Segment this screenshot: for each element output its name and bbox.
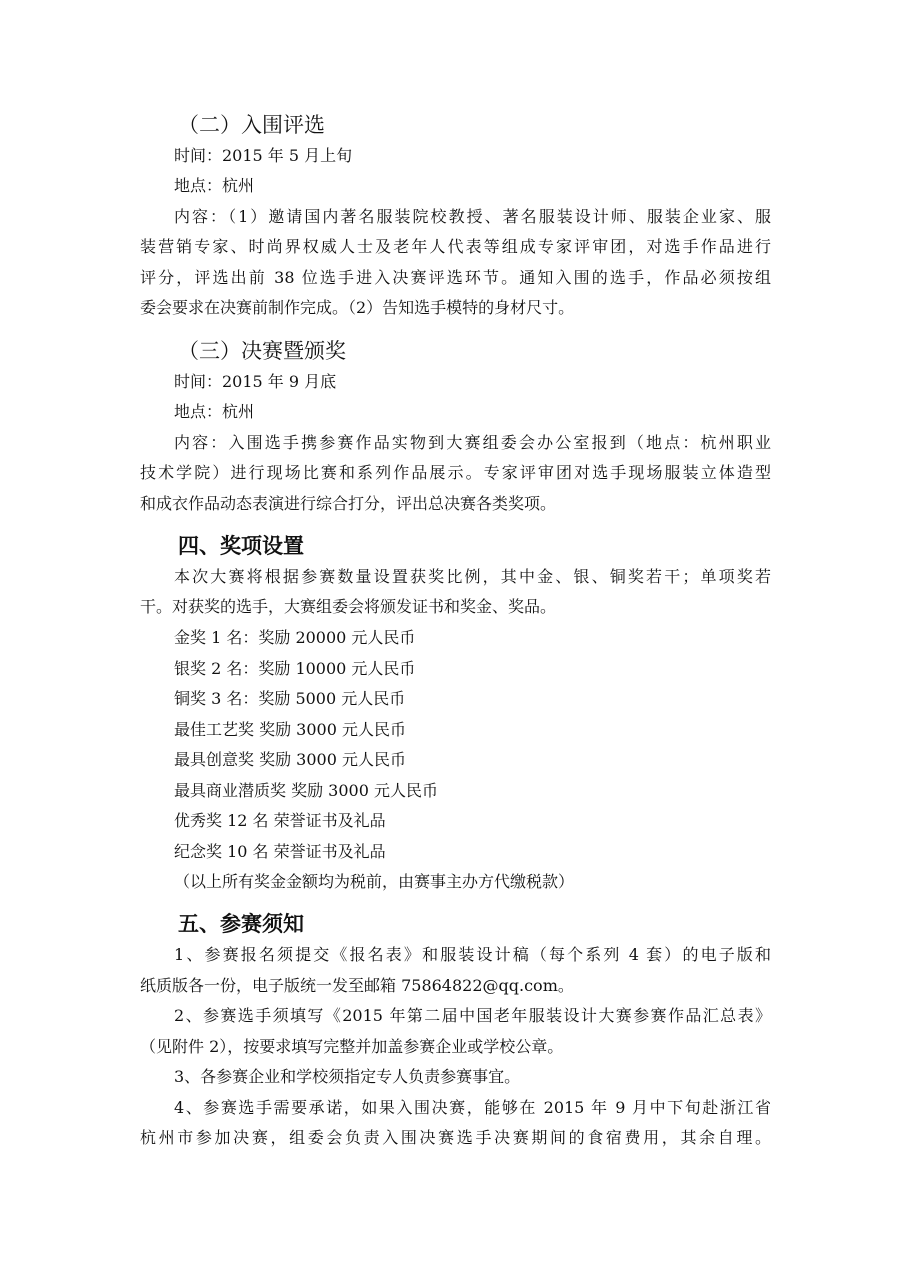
text-line: 时间：2015 年 9 月底: [174, 372, 337, 391]
text-line: 时间：2015 年 5 月上旬: [174, 146, 353, 165]
award-line: 纪念奖 10 名 荣誉证书及礼品: [174, 842, 386, 861]
award-note: （以上所有奖金金额均为税前，由赛事主办方代缴税款）: [174, 872, 575, 891]
text-line: 1、参赛报名须提交《报名表》和服装设计稿（每个系列 4 套）的电子版和: [174, 945, 771, 964]
text-line: 4、参赛选手需要承诺，如果入围决赛，能够在 2015 年 9 月中下旬赴浙江省: [174, 1098, 771, 1117]
text-line: 内容：（1）邀请国内著名服装院校教授、著名服装设计师、服装企业家、服: [174, 207, 771, 226]
text-line: 干。对获奖的选手，大赛组委会将颁发证书和奖金、奖品。: [140, 597, 557, 616]
text-line: 技术学院）进行现场比赛和系列作品展示。专家评审团对选手现场服装立体造型: [140, 463, 771, 482]
award-line: 优秀奖 12 名 荣誉证书及礼品: [174, 811, 386, 830]
section-heading-awards: 四、奖项设置: [178, 534, 304, 558]
award-line: 最佳工艺奖 奖励 3000 元人民币: [174, 720, 406, 739]
section-heading-finalist-selection: （二）入围评选: [178, 113, 325, 137]
text-line: 地点：杭州: [174, 176, 255, 195]
text-line: 委会要求在决赛前制作完成。（2）告知选手模特的身材尺寸。: [140, 298, 575, 317]
text-line: 评分，评选出前 38 位选手进入决赛评选环节。通知入围的选手，作品必须按组: [140, 268, 771, 287]
award-line: 最具创意奖 奖励 3000 元人民币: [174, 750, 406, 769]
award-line: 金奖 1 名：奖励 20000 元人民币: [174, 628, 416, 647]
text-line: 地点：杭州: [174, 402, 255, 421]
text-line: （见附件 2），按要求填写完整并加盖参赛企业或学校公章。: [140, 1037, 564, 1056]
text-line: 杭州市参加决赛，组委会负责入围决赛选手决赛期间的食宿费用，其余自理。: [140, 1128, 771, 1147]
award-line: 铜奖 3 名：奖励 5000 元人民币: [174, 689, 406, 708]
text-line: 装营销专家、时尚界权威人士及老年人代表等组成专家评审团，对选手作品进行: [140, 237, 771, 256]
award-line: 最具商业潜质奖 奖励 3000 元人民币: [174, 781, 438, 800]
text-line: 和成衣作品动态表演进行综合打分，评出总决赛各类奖项。: [140, 494, 557, 513]
text-line: 2、参赛选手须填写《2015 年第二届中国老年服装设计大赛参赛作品汇总表》: [174, 1006, 771, 1025]
text-line: 本次大赛将根据参赛数量设置获奖比例，其中金、银、铜奖若干；单项奖若: [174, 567, 771, 586]
text-line: 内容：入围选手携参赛作品实物到大赛组委会办公室报到（地点：杭州职业: [174, 433, 771, 452]
text-line: 3、各参赛企业和学校须指定专人负责参赛事宜。: [174, 1067, 521, 1086]
section-heading-final-and-awards: （三）决赛暨颁奖: [178, 339, 346, 363]
section-heading-participation-notes: 五、参赛须知: [178, 912, 304, 936]
award-line: 银奖 2 名：奖励 10000 元人民币: [174, 659, 416, 678]
text-line: 纸质版各一份，电子版统一发至邮箱 75864822@qq.com。: [140, 976, 574, 995]
